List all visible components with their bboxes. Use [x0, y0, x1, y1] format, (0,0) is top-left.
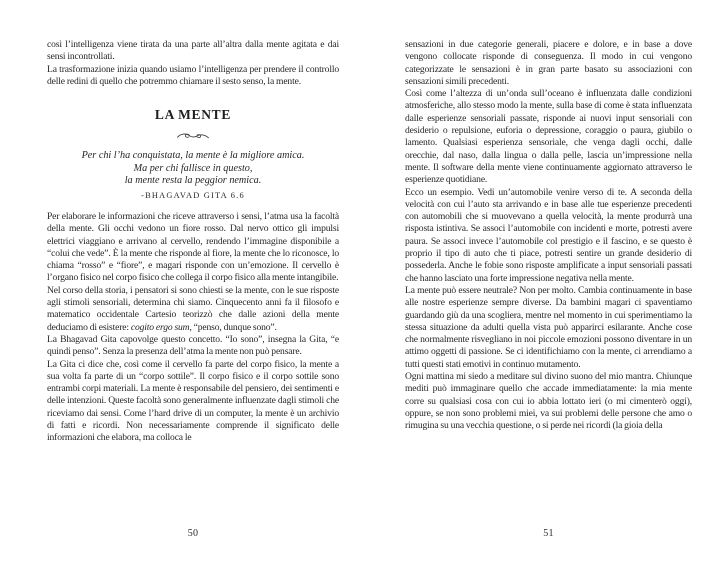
page-number-left: 50: [187, 528, 199, 539]
body-paragraph: Ecco un esempio. Vedi un’automobile venire verso di te. A seconda della velocità con cui l’auto sta arrivando e in base alle tue esperienze precedenti con automobili che si muovevano a quella velocità, la mente produrrà una risposta istintiva. Se associ l’automobile con incidenti e morte, potresti avere paura. Se associ invece l’automobile col prestigio e il fascino, e se questo è proprio il tipo di auto che ti piace, potresti sentire un grande desiderio di possederla. Anche le fobie sono risposte amplificate a input sensoriali passati che hanno lasciato una forte impressione negativa nella mente.: [405, 186, 692, 284]
body-paragraph: La Bhagavad Gita capovolge questo concetto. “Io sono”, insegna la Gita, “e quindi penso”. Senza la presenza dell’atma la mente non può pensare.: [47, 333, 339, 358]
body-paragraph: La Gita ci dice che, così come il cervello fa parte del corpo fisico, la mente a sua volta fa parte di un “corpo sottile”. Il corpo fisico e il corpo sottile sono entrambi corpi materiali. La mente è responsabile del pensiero, dei sentimenti e delle intenzioni. Queste facoltà sono generalmente influenzate dagli stimoli che riceviamo dai sensi. Come l’hard drive di un computer, la mente è un archivio di fatti e ricordi. Non necessariamente comprende il significato delle informazioni che elabora, ma colloca le: [47, 358, 339, 444]
left-page-text-column: [47, 39, 339, 527]
paragraph-segment: Nel corso della storia, i pensatori si sono chiesti se la mente, con le sue risposte agli stimoli sensoriali, determina chi siamo. Cinquecento anni fa il filosofo e matematico occidentale Cartesio teorizzò che dalle azioni della mente deduciamo di esistere:: [47, 284, 339, 333]
page-number-right: 51: [543, 528, 554, 539]
epigraph-attribution: -BHAGAVAD GITA 6.6: [141, 191, 245, 200]
right-page-text-column: [405, 39, 692, 527]
continuation-paragraph: così l’intelligenza viene tirata da una parte all’altra dalla mente agitata e dai sensi incontrollati.: [47, 39, 339, 63]
epigraph-line: Per chi l’ha conquistata, la mente è la migliore amica.: [81, 150, 305, 162]
body-paragraph: [47, 285, 339, 334]
body-paragraph: Ogni mattina mi siedo a meditare sul divino suono del mio mantra. Chiunque mediti può immaginare quello che accade immediatamente: la mia mente corre su qualsiasi cosa con cui io abbia lottato ieri (o mi cimenterò oggi), oppure, se non sono problemi miei, va sui problemi delle persone che amo o rimugina su una vecchia questione, o si perde nei ricordi (la gioia della: [405, 371, 692, 432]
epigraph-line: la mente resta la peggior nemica.: [124, 175, 262, 187]
body-paragraph: Così come l’altezza di un’onda sull’oceano è influenzata dalle condizioni atmosferiche, allo stesso modo la mente, sulla base di come è stata influenzata dalle esperienze sensoriali passate, risponde ai nuovi input sensoriali con desiderio o repulsione, euforia o depressione, coraggio o paura, giubilo o lamento. Qualsiasi esperienza sensoriale, che venga dagli occhi, dalle orecchie, dal naso, dalla lingua o dalla pelle, lascia un’impressione nella mente. Il software della mente viene continuamente aggiornato attraverso le esperienze quotidiane.: [405, 88, 692, 186]
body-paragraph: Per elaborare le informazioni che riceve attraverso i sensi, l’atma usa la facoltà della mente. Gli occhi vedono un fiore rosso. Dal nervo ottico gli impulsi elettrici viaggiano e arrivano al cervello, rendendo l’immagine disponibile a “colui che vede”. È la mente che risponde al fiore, la mente che lo riconosce, lo chiama “rosso” e “fiore”, e magari risponde con un’emozione. Il cervello è l’organo fisico nel corpo fisico che collega il corpo fisico alla mente intangibile.: [47, 211, 339, 284]
body-paragraph: sensazioni in due categorie generali, piacere e dolore, e in base a dove vengono collocate risponde di conseguenza. Il modo in cui vengono categorizzate le sensazioni è in gran parte basato su associazioni con sensazioni simili precedenti.: [405, 39, 692, 87]
flourish-ornament-icon: [47, 131, 339, 143]
epigraph-line: Ma per chi fallisce in questo,: [133, 162, 253, 174]
epigraph: [47, 150, 339, 201]
chapter-title: LA MENTE: [154, 107, 232, 123]
continuation-paragraph: La trasformazione inizia quando usiamo l’intelligenza per prendere il controllo delle redini di quello che potremmo chiamare il sesto senso, la mente.: [47, 63, 339, 87]
body-paragraph: La mente può essere neutrale? Non per molto. Cambia continuamente in base alle nostre esperienze sempre diverse. Da bambini magari ci spaventiamo guardando giù da una scogliera, mentre nel momento in cui sperimentiamo la stessa situazione da adulti quella vista può apparirci esilarante. Anche cose che normalmente risvegliano in noi piccole emozioni possono diventare in un attimo oggetti di passione. Se ci identifichiamo con la mente, ci arrendiamo a tutti questi stati emotivi in continuo mutamento.: [405, 284, 692, 370]
latin-phrase-italic: cogito ergo sum: [130, 321, 190, 333]
paragraph-segment: , “penso, dunque sono”.: [189, 321, 277, 333]
